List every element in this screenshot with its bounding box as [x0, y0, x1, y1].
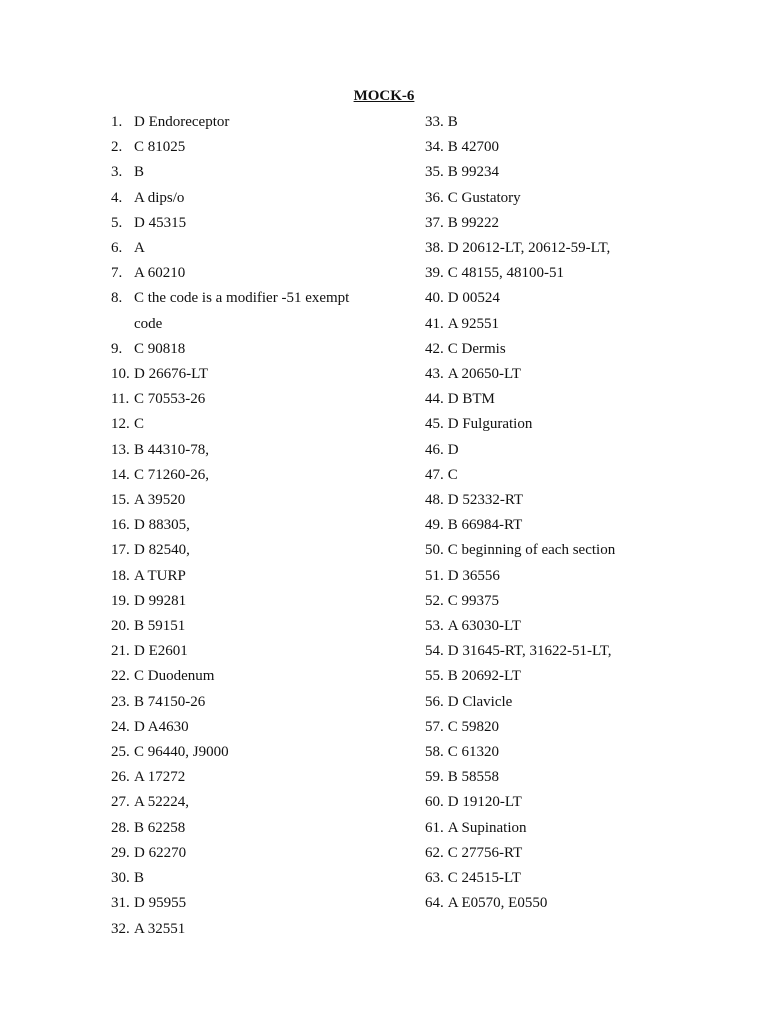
- question-number: 1.: [111, 114, 123, 130]
- answer-text: D Fulguration: [447, 416, 533, 433]
- question-number: 41.: [425, 315, 444, 332]
- answer-text: D Clavicle: [447, 693, 513, 710]
- answer-text: A 92551: [447, 315, 500, 332]
- answer-text: C: [447, 466, 458, 483]
- answer-item: [425, 160, 745, 185]
- question-number: 25.: [111, 744, 130, 761]
- answer-item: [111, 236, 411, 261]
- question-number: 7.: [111, 265, 123, 282]
- question-number: 42.: [425, 340, 444, 357]
- answer-text: B: [134, 870, 145, 887]
- answer-text: A 39520: [134, 492, 186, 509]
- answer-item: [425, 538, 745, 563]
- question-number: 19.: [111, 592, 130, 609]
- answer-item: [425, 614, 745, 639]
- answer-text: D 19120-LT: [447, 794, 522, 811]
- question-number: 12.: [111, 416, 130, 433]
- answer-item: [111, 664, 411, 689]
- answer-text: A: [134, 240, 145, 257]
- answer-text: C 90818: [134, 340, 186, 357]
- question-number: 49.: [425, 517, 444, 534]
- answer-item: [111, 488, 411, 513]
- question-number: 28.: [111, 819, 130, 836]
- question-number: 35.: [425, 164, 444, 181]
- answer-text: B 20692-LT: [447, 668, 521, 685]
- answer-item: [111, 110, 411, 135]
- question-number: 17.: [111, 542, 130, 559]
- question-number: 29.: [111, 844, 130, 861]
- question-number: 10.: [111, 366, 130, 383]
- answer-text: D 99281: [134, 592, 187, 609]
- answer-item: [425, 740, 745, 765]
- question-number: 32.: [111, 920, 130, 937]
- answer-text: A 63030-LT: [447, 618, 521, 635]
- answer-text: D 45315: [134, 214, 187, 231]
- question-number: 20.: [111, 618, 130, 635]
- answer-text: D 31645-RT, 31622-51-LT,: [447, 643, 612, 660]
- answer-text: C 61320: [447, 744, 500, 761]
- answer-list-right: [425, 110, 745, 917]
- answer-item: [111, 412, 411, 437]
- answer-text: A 20650-LT: [447, 366, 521, 383]
- answer-item: [111, 211, 411, 236]
- question-number: 57.: [425, 718, 444, 735]
- answer-text: C Gustatory: [447, 189, 521, 206]
- answer-text: B 58558: [447, 769, 500, 786]
- answer-text: B 44310-78,: [134, 441, 209, 458]
- question-number: 22.: [111, 668, 130, 685]
- question-number: 23.: [111, 693, 130, 710]
- question-number: 50.: [425, 542, 444, 559]
- answer-text: A 52224,: [134, 794, 190, 811]
- question-number: 59.: [425, 769, 444, 786]
- answer-text: D BTM: [447, 391, 495, 408]
- answer-item: [111, 639, 411, 664]
- question-number: 24.: [111, 718, 130, 735]
- answer-text: A 17272: [134, 769, 186, 786]
- answer-text: D 36556: [447, 567, 500, 584]
- question-number: 26.: [111, 769, 130, 786]
- question-number: 33.: [425, 114, 444, 130]
- question-number: 5.: [111, 214, 123, 231]
- answer-item: [425, 715, 745, 740]
- answer-text: C 48155, 48100-51: [447, 265, 564, 282]
- question-number: 64.: [425, 895, 444, 912]
- answer-item: [425, 412, 745, 437]
- answer-item: [425, 211, 745, 236]
- answer-text: A dips/o: [134, 189, 185, 206]
- answer-item: [425, 135, 745, 160]
- answer-text: C Dermis: [447, 340, 506, 357]
- answer-item: [425, 463, 745, 488]
- answer-item: [425, 690, 745, 715]
- answer-item: [111, 261, 411, 286]
- answer-text: D 52332-RT: [447, 492, 524, 509]
- answer-item: [425, 110, 745, 135]
- question-number: 21.: [111, 643, 130, 660]
- answer-item: [111, 614, 411, 639]
- answer-text: B 42700: [447, 139, 500, 156]
- answer-item: [425, 816, 745, 841]
- answer-item: [111, 841, 411, 866]
- answer-text: C beginning of each section: [447, 542, 616, 559]
- question-number: 39.: [425, 265, 444, 282]
- answer-item: [425, 513, 745, 538]
- answer-text: C 70553-26: [134, 391, 206, 408]
- answer-item: [425, 841, 745, 866]
- answer-text: C 81025: [134, 139, 186, 156]
- answer-item: [425, 337, 745, 362]
- question-number: 16.: [111, 517, 130, 534]
- question-number: 4.: [111, 189, 123, 206]
- answer-item: [111, 538, 411, 563]
- answer-item: [425, 488, 745, 513]
- answer-item: [111, 589, 411, 614]
- question-number: 40.: [425, 290, 444, 307]
- question-number: 31.: [111, 895, 130, 912]
- question-number: 34.: [425, 139, 444, 156]
- answer-item: [425, 438, 745, 463]
- question-number: 14.: [111, 466, 130, 483]
- answer-item: [111, 463, 411, 488]
- question-number: 62.: [425, 844, 444, 861]
- answer-item: [425, 866, 745, 891]
- answer-text: D 00524: [447, 290, 500, 307]
- answer-item: [111, 891, 411, 916]
- question-number: 44.: [425, 391, 444, 408]
- question-number: 11.: [111, 391, 130, 408]
- answer-text: A TURP: [134, 567, 186, 584]
- question-number: 38.: [425, 240, 444, 257]
- answer-text: D A4630: [134, 718, 189, 735]
- answer-item: [425, 261, 745, 286]
- answer-text: D 88305,: [134, 517, 190, 534]
- answer-text: B 59151: [134, 618, 186, 635]
- answer-item: [425, 387, 745, 412]
- answer-item: [425, 589, 745, 614]
- answer-text: A Supination: [447, 819, 527, 836]
- question-number: 56.: [425, 693, 444, 710]
- answer-text: C 71260-26,: [134, 466, 209, 483]
- answer-list-left: [111, 110, 411, 942]
- answer-item: [111, 160, 411, 185]
- question-number: 55.: [425, 668, 444, 685]
- answer-text: B 66984-RT: [447, 517, 523, 534]
- answer-item: [111, 513, 411, 538]
- answer-item: [425, 765, 745, 790]
- question-number: 15.: [111, 492, 130, 509]
- question-number: 27.: [111, 794, 130, 811]
- question-number: 51.: [425, 567, 444, 584]
- question-number: 18.: [111, 567, 130, 584]
- answer-item: [111, 765, 411, 790]
- answer-text: A E0570, E0550: [447, 895, 548, 912]
- answer-text: A 32551: [134, 920, 186, 937]
- answer-text: C Duodenum: [134, 668, 215, 685]
- question-number: 48.: [425, 492, 444, 509]
- answer-text: C 24515-LT: [447, 870, 521, 887]
- answer-item: [425, 236, 745, 261]
- answer-item: [425, 286, 745, 311]
- answer-item: [425, 564, 745, 589]
- answer-text: D 20612-LT, 20612-59-LT,: [447, 240, 611, 257]
- question-number: 3.: [111, 164, 123, 181]
- question-number: 45.: [425, 416, 444, 433]
- question-number: 13.: [111, 441, 130, 458]
- answer-item: [111, 715, 411, 740]
- answer-item: [425, 639, 745, 664]
- answer-item: [425, 664, 745, 689]
- answer-text: C: [134, 416, 145, 433]
- answer-text: D 26676-LT: [134, 366, 209, 383]
- question-number: 30.: [111, 870, 130, 887]
- answer-text: B 74150-26: [134, 693, 206, 710]
- question-number: 43.: [425, 366, 444, 383]
- answer-item: [425, 362, 745, 387]
- answer-item: [111, 186, 411, 211]
- answer-item: [111, 790, 411, 815]
- question-number: 8.: [111, 290, 123, 307]
- answer-text: B: [447, 114, 458, 130]
- answer-text: C 96440, J9000: [134, 744, 229, 761]
- question-number: 63.: [425, 870, 444, 887]
- answer-text: D E2601: [134, 643, 188, 660]
- answer-item: [111, 362, 411, 387]
- answer-item: [111, 387, 411, 412]
- question-number: 37.: [425, 214, 444, 231]
- answer-text: C 99375: [447, 592, 500, 609]
- answer-item: [111, 866, 411, 891]
- answer-item: [111, 286, 411, 336]
- answer-item: [111, 135, 411, 160]
- question-number: 61.: [425, 819, 444, 836]
- question-number: 53.: [425, 618, 444, 635]
- answer-item: [111, 564, 411, 589]
- answer-item: [425, 186, 745, 211]
- answer-text: C the code is a modifier -51 exempt code: [134, 290, 350, 332]
- answer-text: B 99234: [447, 164, 500, 181]
- question-number: 60.: [425, 794, 444, 811]
- question-number: 6.: [111, 240, 123, 257]
- answer-text: D: [447, 441, 459, 458]
- answer-item: [425, 312, 745, 337]
- answer-item: [111, 438, 411, 463]
- answer-item: [111, 337, 411, 362]
- answer-item: [425, 790, 745, 815]
- answer-item: [111, 816, 411, 841]
- question-number: 2.: [111, 139, 123, 156]
- answer-text: B: [134, 164, 145, 181]
- answer-text: C 27756-RT: [447, 844, 523, 861]
- answer-text: D 95955: [134, 895, 187, 912]
- question-number: 58.: [425, 744, 444, 761]
- answer-text: D 62270: [134, 844, 187, 861]
- page-title: MOCK-6: [353, 88, 415, 104]
- answer-text: D Endoreceptor: [134, 114, 230, 130]
- answer-item: [111, 690, 411, 715]
- answer-item: [111, 917, 411, 942]
- question-number: 9.: [111, 340, 123, 357]
- answer-text: A 60210: [134, 265, 186, 282]
- answer-item: [111, 740, 411, 765]
- answer-text: C 59820: [447, 718, 500, 735]
- answer-text: B 99222: [447, 214, 500, 231]
- question-number: 36.: [425, 189, 444, 206]
- answer-text: B 62258: [134, 819, 186, 836]
- question-number: 47.: [425, 466, 444, 483]
- answer-text: D 82540,: [134, 542, 190, 559]
- question-number: 52.: [425, 592, 444, 609]
- question-number: 46.: [425, 441, 444, 458]
- question-number: 54.: [425, 643, 444, 660]
- answer-item: [425, 891, 745, 916]
